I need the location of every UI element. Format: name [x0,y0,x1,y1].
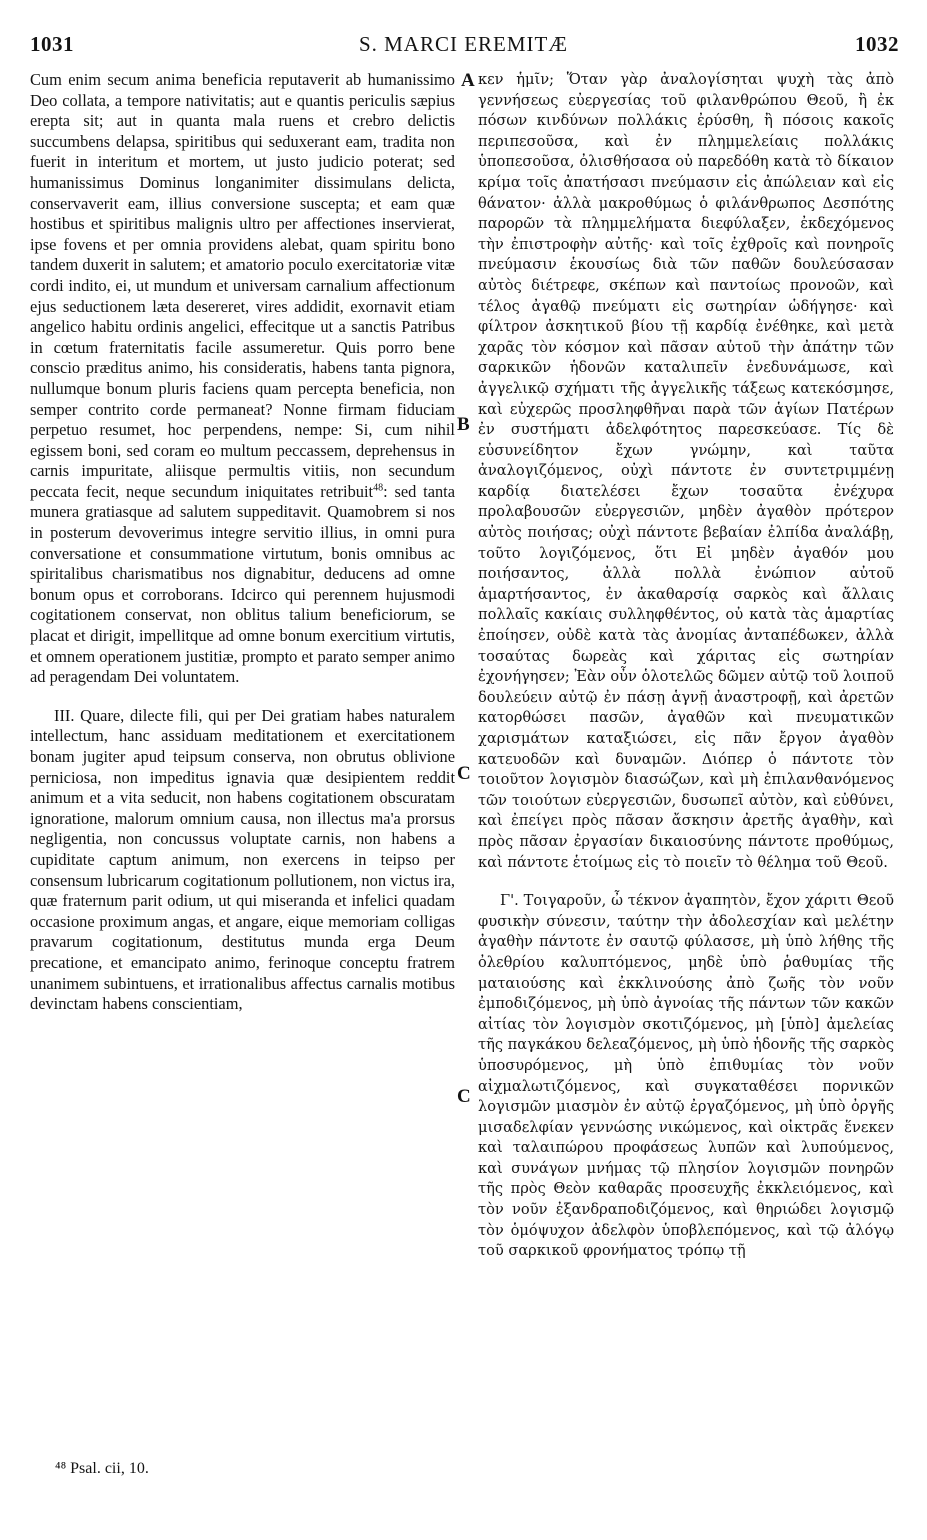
latin-paragraph-1-continuation: : sed tanta munera gratiasque ad salutem suppeditavit. Quamobrem si nos in posterum devoverimus integre servitio illius, in omni pura conversatione et consummatione virtutum, bonis omnibus ac spiritalibus charismatibus nos dignabitur, deducens ad omne bonum opus et corroborans. Idcirco qui perennem hujusmodi cogitationem conservat, non oblitus talium beneficiorum, se placat et dirigit, impellitque ad omne bonum exercitium virtutis, et omnem operationem justitiæ, prompto et parato semper animo ad peragendam Dei voluntatem. [30,481,455,687]
latin-paragraph-2: III. Quare, dilecte fili, qui per Dei gratiam habes naturalem intellectum, hanc assiduam meditationem et exercitationem bonam jugiter apud teipsum conserva, non obrutus oblivione perniciosa, non impeditus ignavia quæ desipientem reddit animum et a vita seducit, non habens cogitationem obscuratam ignoratione, malorum omnium causa, non illectus ma'a prorsus negligentia, non concussus voluptate carnis, non habens a cupiditate captum animum, non exercens in teipso per consensum lubricarum cogitationum pollutionem, non victus ira, quæ fraternum parit odium, ut qui miseranda et infelici quadam occasione proximum angas, et angare, eique memoriam colligas pravarum cogitationum, destitutus munda erga Deum precatione, et emancipato animo, ferinoque conceptu fratrem unanimem subintuens, et irrationalibus affectus carnalis motibus devinctam habens conscientiam, [30,705,455,1014]
running-title: S. MARCI EREMITÆ [358,32,569,56]
greek-column [478,70,894,1262]
greek-paragraph-2: Γ'. Τοιγαροῦν, ὦ τέκνον ἀγαπητὸν, ἔχον χάριτι Θεοῦ φυσικὴν σύνεσιν, ταύτην τὴν ἀδολεσχίαν καὶ μελέτην ἀγαθὴν πάντοτε ἐν σαυτῷ φύλασσε, μὴ ὑπὸ λήθης τῆς ὀλεθρίου καλυπτόμενος, μηδὲ ὑπὸ ῥαθυμίας τῆς ματαιούσης καὶ ἐκκλινούσης ἀπὸ ζωῆς τὸν νοῦν ἐμποδιζόμενος, μὴ ὑπὸ ἀγνοίας τῆς πάντων τῶν κακῶν αἰτίας τὸν λογισμὸν σκοτιζόμενος, μὴ [ὑπὸ] ἀμελείας τῆς παγκάκου δελεαζόμενος, μὴ ὑπὸ ἡδονῆς τῆς σαρκὸς ὑποσυρόμενος, μὴ ὑπὸ ἐπιθυμίας τὸν νοῦν αἰχμαλωτιζόμενος, καὶ συγκαταθέσει πορνικῶν λογισμῶν μιασμὸν ἐν αὐτῷ ἐργαζόμενος, μὴ ὑπὸ ὀργῆς μισαδελφίαν γεννώσης νικώμενος, καὶ οἰκτρᾶς ἕνεκεν καὶ ταλαιπώρου προφάσεως λυπῶν καὶ λυπούμενος, καὶ συνάγων μνήμας τῷ πλησίον λογισμῶν πονηρῶν τῆς πρὸς Θεὸν καθαρᾶς προσευχῆς ἐκκλειόμενος, καὶ τὸν νοῦν ἐξανδραποδιζόμενος, καὶ θηριώδει λογισμῷ τὸν ὁμόψυχον ἀδελφὸν ὑποβλεπόμενος, καὶ τῷ ἀλόγῳ τοῦ σαρκικοῦ φρονήματος τρόπῳ τῇ [478,892,894,1260]
greek-paragraph-1: κεν ἡμῖν; Ὅταν γὰρ ἀναλογίσηται ψυχὴ τὰς ἀπὸ γεννήσεως εὐεργεσίας τοῦ φιλανθρώπου Θεοῦ, ἢ ἐκ πόσων κινδύνων πολλάκις ἐρύσθη, ἢ πόσοις κακοῖς περιπεσοῦσα, καὶ ἐν πλημμελείαις πολλάκις ὑποπεσοῦσα, ὀλισθήσασα οὐ παρεδόθη κατὰ τὸ δίκαιον κρίμα τοῖς ἀπατήσασι πνεύμασιν εἰς ἀπώλειαν καὶ εἰς θάνατον· ἀλλὰ μακροθύμως ὁ φιλάνθρωπος Δεσπότης παρορῶν τὰ πλημμελήματα διεφύλαξεν, ἐκδεχόμενος τὴν ἐπιστροφὴν αὐτῆς· καὶ τοῖς ἐχθροῖς καὶ πονηροῖς πνεύμασιν ἑκουσίως διὰ τῶν παθῶν δουλεύσασαν αὐτὸς διέτρεφε, σκέπων καὶ παντοίως προνοῶν, καὶ τέλος ἀγαθῷ πνεύματι εἰς σωτηρίαν ὡδήγησε· καὶ φίλτρον ἀσκητικοῦ βίου τῇ καρδίᾳ ἐνέθηκε, καὶ μετὰ χαρᾶς τὸν κόσμον καὶ πᾶσαν αὐτοῦ τὴν ἀπάτην τῶν σαρκικῶν ἡδονῶν καταλιπεῖν ἐνεδυνάμωσε, καὶ ἀγγελικῷ σχήματι τῆς ἀγγελικῆς τάξεως κατεκόσμησε, καὶ εὐχερῶς προσληφθῆναι παρὰ τῶν ἁγίων Πατέρων ἐν συστήματι ἀδελφότητος παρεσκεύασε. Τίς δὲ εὐσυνείδητον ἔχων γνώμην, καὶ ταῦτα ἀναλογιζόμενος, οὐχὶ πάντοτε ἐν συντετριμμένῃ καρδίᾳ διατελέσει ἔχων τοσαῦτα ἐνέχυρα προλαβουσῶν εὐεργεσιῶν, μηδὲν ἀγαθὸν πρότερον αὐτὸς ποιήσας; οὐχὶ πάντοτε βεβαίαν ἐλπίδα ἀναλάβῃ, τοῦτο λογιζόμενος, ὅτι Εἰ μηδὲν ἀγαθόν μου ποιήσαντος, ἀλλὰ πολλὰ ἐνώπιον αὐτοῦ ἁμαρτήσαντος, ἐν ἀκαθαρσίᾳ σαρκὸς καὶ ἄλλαις πολλαῖς κακίαις συλληφθέντος, οὐ κατὰ τὰς ἁμαρτίας ἐποίησεν, οὐδὲ κατὰ τὰς ἀνομίας ἀνταπέδωκεν, ἀλλὰ τοσαύτας δωρεὰς καὶ χάριτας εἰς σωτηρίαν ἐχονήγησεν; Ἐὰν οὖν ὁλοτελῶς δῶμεν αὐτῷ τοῦ λοιποῦ δουλεύειν αὐτῷ ἐν πάσῃ ἁγνῇ ἀναστροφῇ, καὶ ἀρετῶν κατορθώσει πασῶν, ἀγαθῶν καὶ πνευματικῶν χαρισμάτων καταξιώσει, εἰς πᾶν ἔργον ἀγαθὸν κατευοδῶν καὶ δυναμῶν. Διόπερ ὁ πάντοτε τὸν τοιοῦτον λογισμὸν διασώζων, καὶ μὴ ἐπιλανθανόμενος τῶν τοιούτων εὐεργεσιῶν, δυσωπεῖ αὐτὸν, καὶ εὐθύνει, καὶ ἐπείγει πρὸς πᾶσαν ἄσκησιν ἀρετῆς ἀγαθὴν, καὶ πρὸς πᾶσαν ἐργασίαν δικαιοσύνης πάντοτε προθύμως, καὶ πάντοτε ἑτοίμως εἰς τὸ ποιεῖν τὸ θέλημα τοῦ Θεοῦ. [478,71,894,871]
right-page-number: 1032 [855,32,899,56]
footnote: ⁴⁸ Psal. cii, 10. [55,1460,149,1477]
latin-paragraph-1 [30,70,455,688]
page-header [0,32,927,62]
latin-paragraph-1-text: Cum enim secum anima beneficia reputaverit ab humanissimo Deo collata, a tempore nativitatis; aut e quantis periculis sæpius erepta sit; aut in quanta mala ruens et crebro delictis succumbens delapsa, spiritibus qui seduxerant eam, tradita non fuerit in interitum et mortem, ut justo judicio poterat; sed humanissimus Dominus longanimiter dissimulans delicta, conservaverit eam, illius conversione suscepta; et eam quæ hostibus et spiritibus malignis ultro per affectiones inservierat, ipse fovens et per omnia providens alebat, quam spiritu bono tandem duxerit in salutem; et amatorio poculo exercitatoriæ vitæ cordi indito, ei, ut mundum et universam carnalium affectionum ejus seductionem læta desereret, vires addidit, exornavit etiam angelico habitu ordinis angelici, effecitque ut a sanctis Patribus in cœtum fraternitatis facile assumeretur. Quis porro bene conscio præditus animo, his consideratis, habens tanta pignora, nullumque bonum pluris faciens quam percepta beneficia, non semper contrito corde permaneat? Nonne firmam fiduciam perpetuo resumet, hoc perpendens, nempe: Si, cum nihil egissem boni, sed coram eo multum peccassem, deprehensus in carnis impuritate, aliisque permultis vitiis, non secundum peccata fecit, neque secundum iniquitates retribuit [30,70,455,501]
left-page-number: 1031 [30,32,74,56]
margin-marker-a: A [461,70,475,91]
latin-column [30,70,455,1015]
footnote-reference: 48 [373,482,384,494]
margin-marker-c-upper: C [457,763,471,784]
margin-marker-c-lower: C [457,1086,471,1107]
margin-marker-b: B [457,414,470,435]
